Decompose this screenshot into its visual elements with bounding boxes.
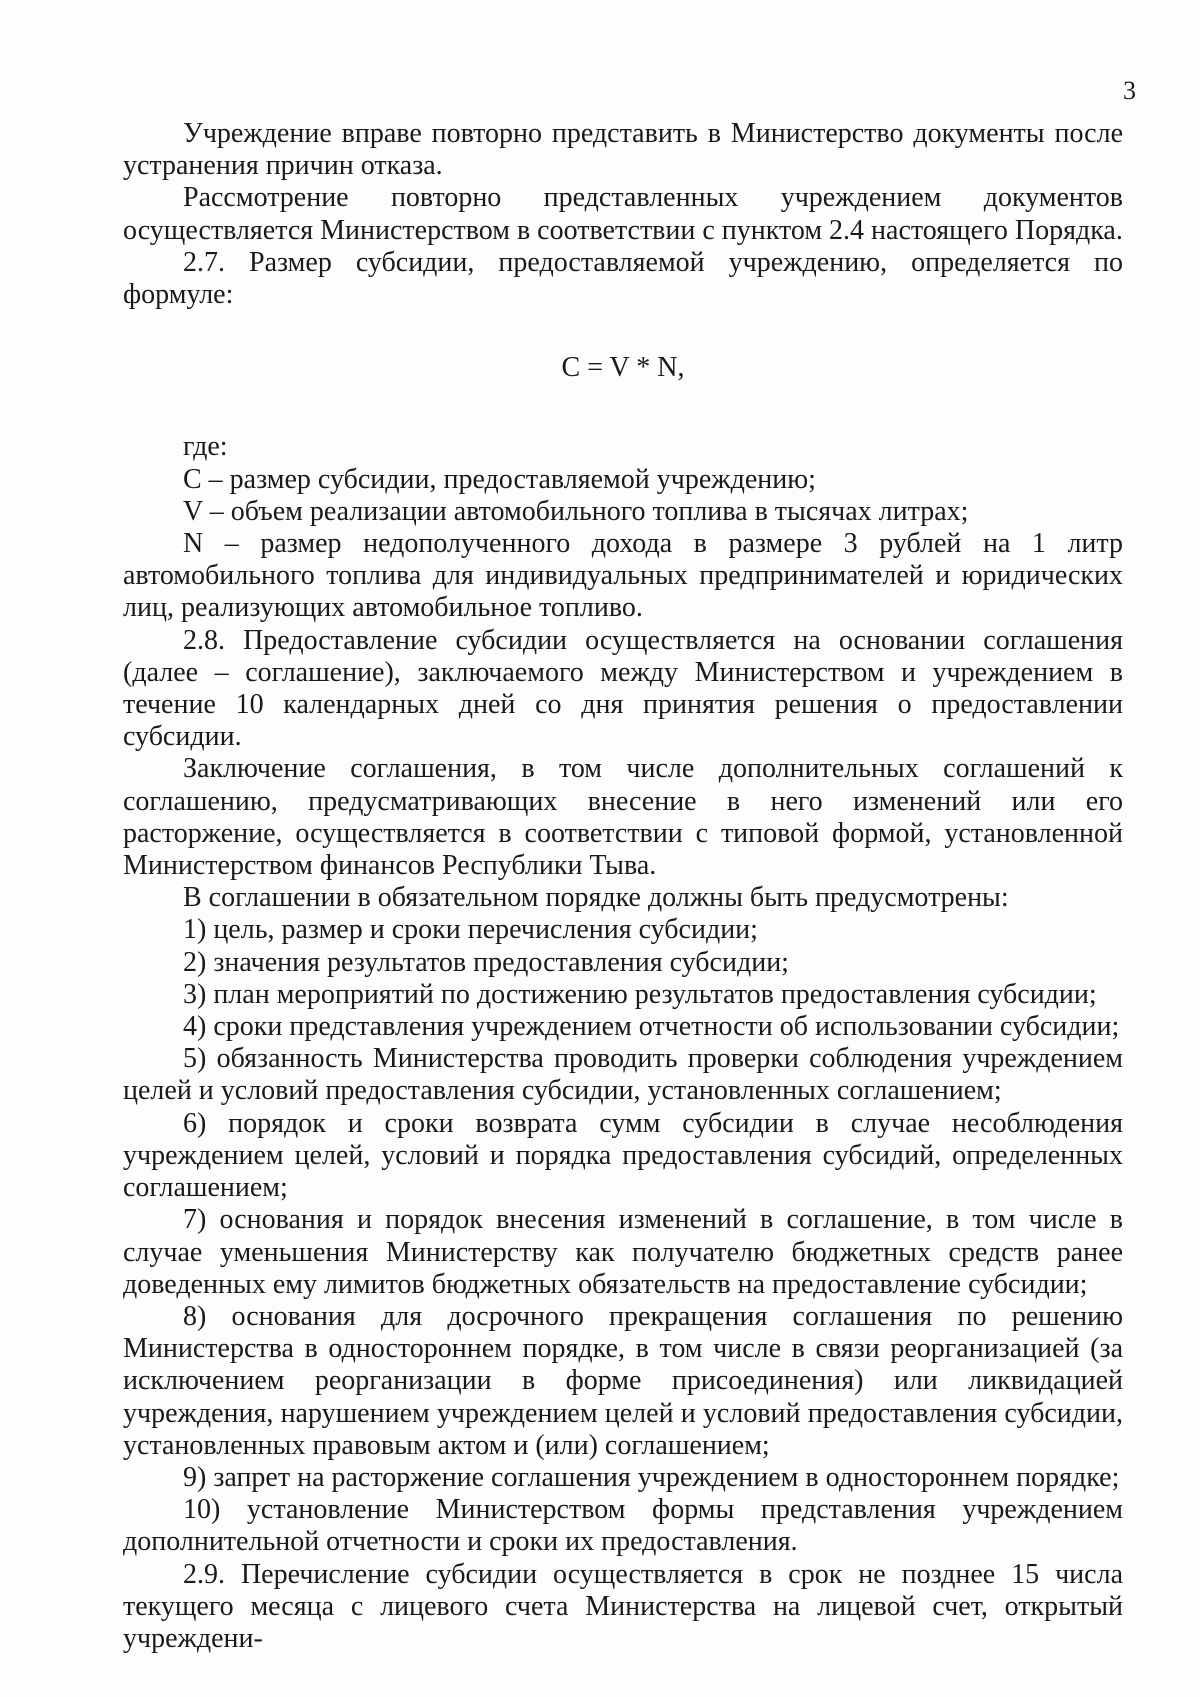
paragraph-2-9: 2.9. Перечисление субсидии осуществляется в срок не позднее 15 числа текущего месяца с лицевого счета Министерства на лицевой счет, открытый учреждени- xyxy=(123,1558,1123,1654)
paragraph-agreement-form: Заключение соглашения, в том числе дополнительных соглашений к соглашению, предусматривающих внесение в него изменений или его расторжение, осуществляется в соответствии с типовой формой, установленной Министерством финансов Республики Тыва. xyxy=(123,753,1123,882)
page-number: 3 xyxy=(1123,76,1136,105)
definition-n: N – размер недополученного дохода в размере 3 рублей на 1 литр автомобильного топлива для индивидуальных предпринимателей и юридических лиц, реализующих автомобильное топливо. xyxy=(123,528,1123,624)
document-body xyxy=(123,118,1123,1655)
list-item-9: 9) запрет на расторжение соглашения учреждением в одностороннем порядке; xyxy=(183,1461,1120,1493)
paragraph-resubmit: Учреждение вправе повторно представить в Министерство документы после устранения причин отказа. xyxy=(123,118,1123,182)
definition-c: C – размер субсидии, предоставляемой учреждению; xyxy=(183,463,816,495)
definition-v: V – объем реализации автомобильного топлива в тысячах литрах; xyxy=(183,495,969,527)
paragraph-where: где: xyxy=(183,431,228,463)
list-item-8: 8) основания для досрочного прекращения соглашения по решению Министерства в одностороннем порядке, в том числе в связи реорганизацией (за исключением реорганизации в форме присоединения) или ликвидацией учреждения, нарушением учреждением целей и условий предоставления субсидии, установленных правовым актом и (или) соглашением; xyxy=(123,1300,1123,1461)
list-item-2: 2) значения результатов предоставления субсидии; xyxy=(183,946,789,978)
paragraph-2-8: 2.8. Предоставление субсидии осуществляется на основании соглашения (далее – соглашение), заключаемого между Министерством и учреждением в течение 10 календарных дней со дня принятия решения о предоставлении субсидии. xyxy=(123,624,1123,753)
list-item-1: 1) цель, размер и сроки перечисления субсидии; xyxy=(183,914,758,946)
list-item-10: 10) установление Министерством формы представления учреждением дополнительной отчетности и сроки их предоставления. xyxy=(123,1494,1123,1558)
formula: C = V * N, xyxy=(561,352,685,384)
list-item-5: 5) обязанность Министерства проводить проверки соблюдения учреждением целей и условий предоставления субсидии, установленных соглашением; xyxy=(123,1043,1123,1107)
paragraph-2-7: 2.7. Размер субсидии, предоставляемой учреждению, определяется по формуле: xyxy=(123,246,1123,311)
list-item-3: 3) план мероприятий по достижению результатов предоставления субсидии; xyxy=(183,978,1097,1010)
paragraph-agreement-terms: В соглашении в обязательном порядке должны быть предусмотрены: xyxy=(183,882,1009,914)
list-item-7: 7) основания и порядок внесения изменений в соглашение, в том числе в случае уменьшения Министерству как получателю бюджетных средств ранее доведенных ему лимитов бюджетных обязательств на предоставление субсидии; xyxy=(123,1204,1123,1300)
paragraph-review: Рассмотрение повторно представленных учреждением документов осуществляется Министерством в соответствии с пунктом 2.4 настоящего Порядка. xyxy=(123,182,1123,246)
list-item-6: 6) порядок и сроки возврата сумм субсидии в случае несоблюдения учреждением целей, условий и порядка предоставления субсидий, определенных соглашением; xyxy=(123,1107,1123,1204)
list-item-4: 4) сроки представления учреждением отчетности об использовании субсидии; xyxy=(183,1011,1120,1043)
